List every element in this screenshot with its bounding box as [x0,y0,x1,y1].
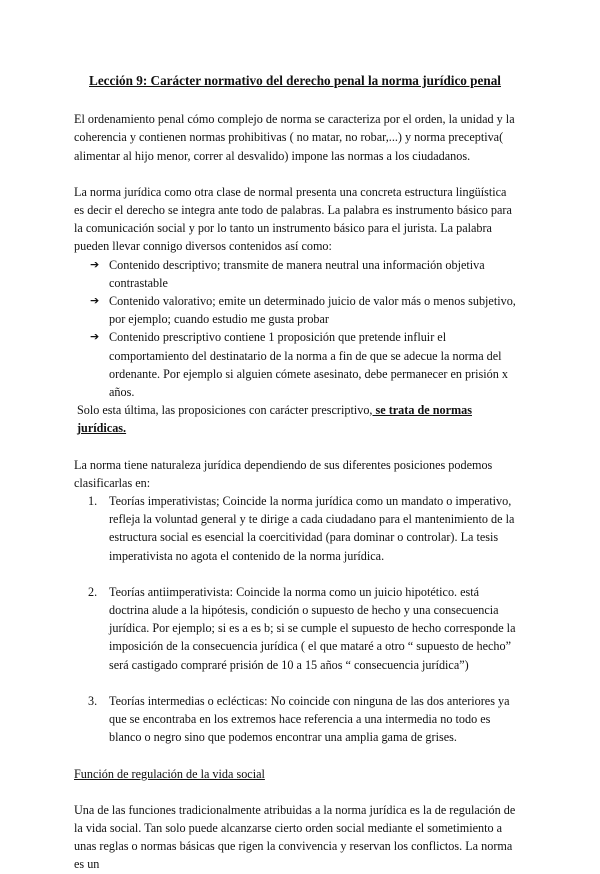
list-item-text: Teorías antiimperativista: Coincide la norma como un juicio hipotético. está doctrina alude a la hipótesis, condición o supuesto de hecho y una consecuencia jurídica. Por ejemplo; si es a es b; si se cumple el supuesto de hecho corresponde la imposición de la consecuencia jurídica ( el que mataré a otro “ supuesto de hecho” será castigado compraré prisión de 10 a 15 años “ consecuencia jurídica”) [109,584,516,672]
teorias-list [74,492,516,746]
arrow-bullet-icon: ➔ [90,294,100,308]
conclusion-emphasis: se trata de normas jurídicas. [77,403,472,436]
list-number: 3. [88,693,98,708]
list-number: 2. [88,584,98,599]
list-item-text: Teorías imperativistas; Coincide la norma jurídica como un mandato o imperativo, refleja la voluntad general y te dirige a cada ciudadano para el mantenimiento de la estructura social es esencial la coercitividad (para dominar o controlar). La tesis imperativista no agota el contenido de la norma jurídica. [109,494,515,563]
list-item [74,256,516,292]
arrow-bullet-icon: ➔ [90,330,100,344]
page-title: Lección 9: Carácter normativo del derecho penal la norma jurídico penal [89,73,501,88]
list-item-text: Contenido descriptivo; transmite de manera neutral una información objetiva contrastable [109,257,485,290]
section-heading: Función de regulación de la vida social [74,766,265,781]
norma-paragraph: La norma jurídica como otra clase de normal presenta una concreta estructura lingüística es decir el derecho se integra ante todo de palabras. La palabra es instrumento básico para la comunicación social y por lo tanto un instrumento básico para el jurista. La palabra pueden llevar connigo diversos contenidos así como: [74,184,512,254]
contenidos-list [74,256,516,402]
list-item-text: Contenido valorativo; emite un determinado juicio de valor más o menos subjetivo, por ejemplo; cuando estudio me gusta probar [109,294,516,327]
list-item [74,492,516,565]
conclusion-text: Solo esta última, las proposiciones con carácter prescriptivo, [77,403,373,418]
section-paragraph: Una de las funciones tradicionalmente atribuidas a la norma jurídica es la de regulación de la vida social. Tan solo puede alcanzarse cierto orden social mediante el sometimiento a unas reglas o normas básicas que rigen la convivencia y reservan los conflictos. La norma es un [74,802,516,872]
list-item-text: Contenido prescriptivo contiene 1 proposición que pretende influir el comportamiento del destinatario de la norma a fin de que se adecue la norma del ordenante. Por ejemplo si alguien cómete asesinato, debe permanecer en prisión x años. [109,330,508,400]
list-item [74,583,516,674]
naturaleza-paragraph: La norma tiene naturaleza jurídica dependiendo de sus diferentes posiciones podemos clasificarlas en: [74,457,493,490]
list-item [74,692,516,747]
list-item [74,292,516,328]
intro-paragraph: El ordenamiento penal cómo complejo de norma se caracteriza por el orden, la unidad y la coherencia y contienen normas prohibitivas ( no matar, no robar,...) y norma preceptiva( alimentar al hijo menor, correr al desvalido) impone las normas a los ciudadanos. [74,112,515,163]
list-item-text: Teorías intermedias o eclécticas: No coincide con ninguna de las dos anteriores ya que se encontraba en los extremos hace referencia a una intermedia no todo es blanco o negro sino que podemos encontrar una amplia gama de grises. [109,693,510,745]
conclusion-paragraph [74,401,516,437]
arrow-bullet-icon: ➔ [90,257,100,271]
list-item [74,328,516,401]
list-number: 1. [88,494,98,509]
